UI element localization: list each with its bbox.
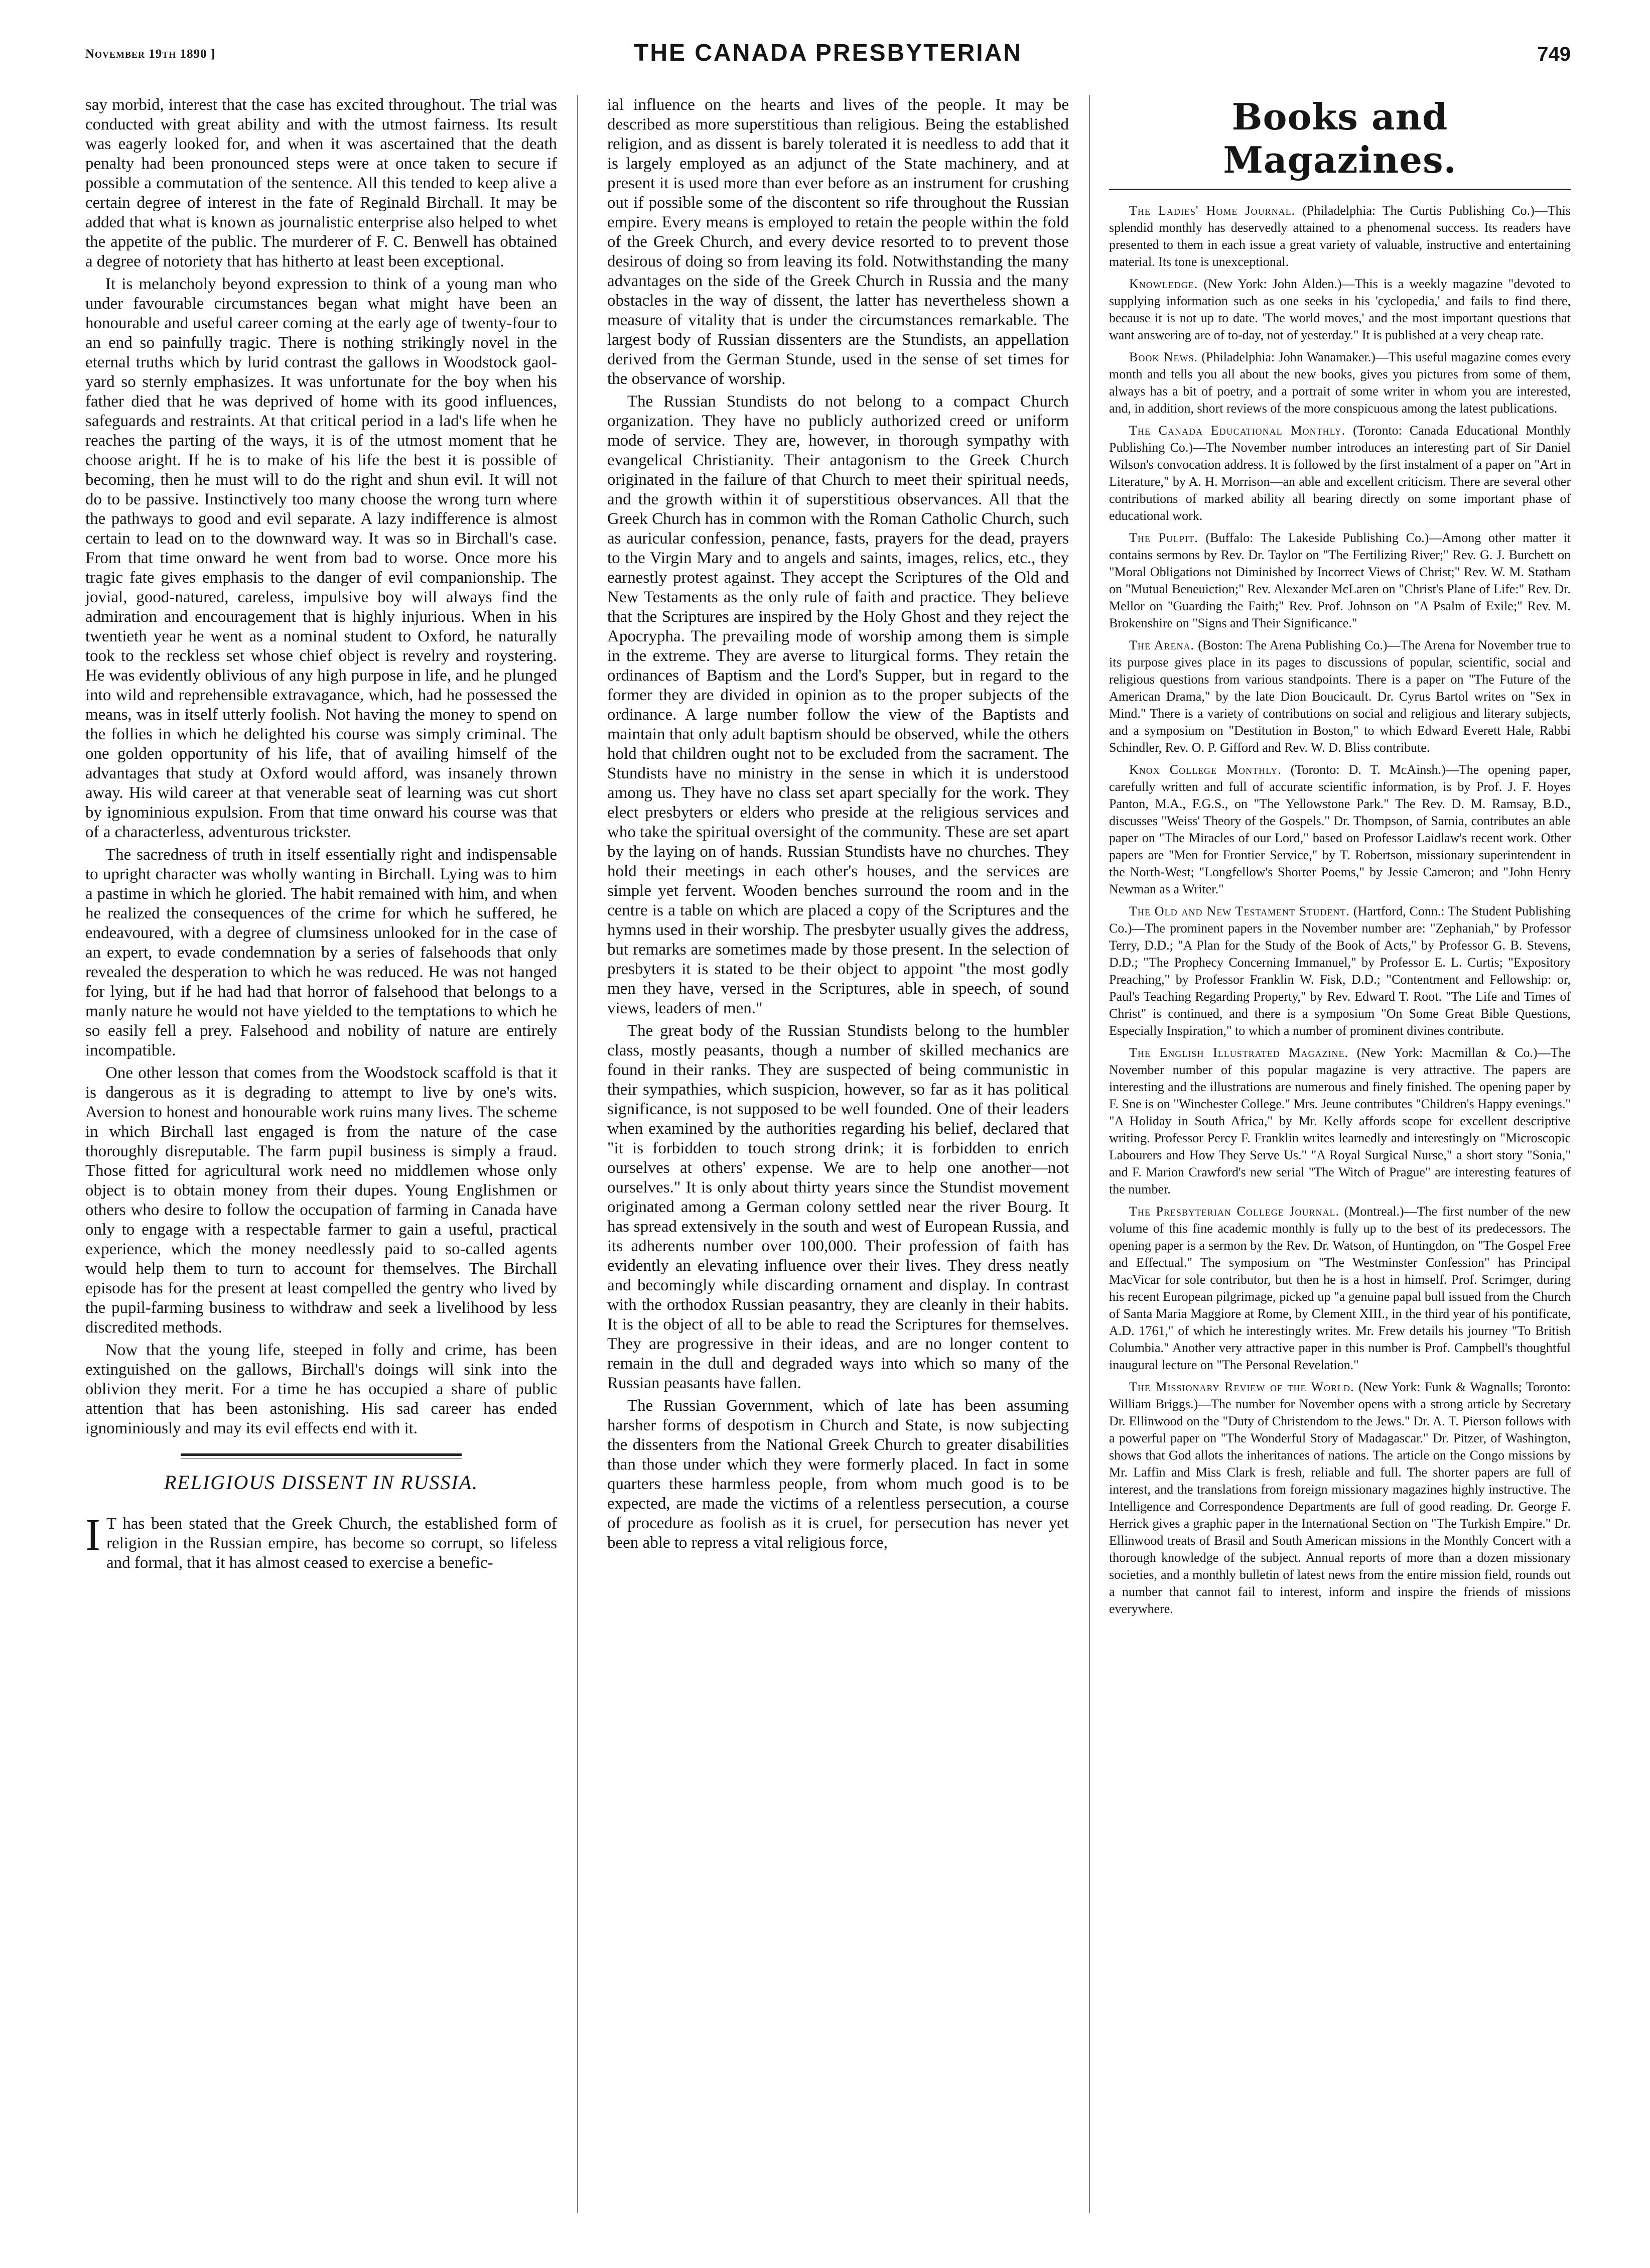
publication-title: THE CANADA PRESBYTERIAN (634, 40, 1022, 66)
section-title: Books and Magazines. (1223, 95, 1457, 181)
review-text: (Toronto: D. T. McAinsh.)—The opening paper, carefully written and full of accurate scientific information, is by Prof. J. F. Hoyes Panton, M.A., F.G.S., on "The Yellowstone Park." The Rev. D. M. Ramsay, B.D., discusses "Weiss' Theory of the Gospels." Dr. Thompson, of Sarnia, contributes an able paper on "The Miracles of our Lord," based on Professor Laidlaw's recent work. Other papers are "Men for Frontier Service," by T. Robertson, missionary superintendent in the North-West; "Longfellow's Shorter Poems," by Jessie Cameron; and "John Henry Newman as a Writer." (1109, 762, 1571, 896)
paragraph: The sacredness of truth in itself essentially right and indispensable to upright character was wholly wanting in Birchall. Lying was to him a pastime in which he gloried. The habit remained with him, and when he realized the consequences of the crime for which he suffered, he endeavoured, with a degree of clumsiness unlooked for in the case of an expert, to evade condemnation by a series of falsehoods that only revealed the desperation to which he was reduced. He was not hanged for lying, but if he had had that horror of falsehood that belongs to a manly nature he would not have yielded to the temptations to which he so easily fell a prey. Falsehood and nobility of nature are entirely incompatible. (85, 846, 557, 1059)
review-entry (1109, 761, 1571, 898)
article-opening-text: T has been stated that the Greek Church, the established form of religion in the Russian empire, has become so corrupt, so lifeless and formal, that it has almost ceased to exercise a benefic- (106, 1515, 557, 1572)
magazine-name: The Presbyterian College Journal. (1129, 1204, 1339, 1219)
issue-date: November 19th 1890 ] (85, 47, 216, 61)
magazine-name: The English Illustrated Magazine. (1129, 1045, 1349, 1060)
paragraph: One other lesson that comes from the Woodstock scaffold is that it is dangerous as it is degrading to attempt to live by one's wits. Aversion to honest and honourable work ruins many lives. The scheme in which Birchall last engaged is from the nature of the case thoroughly disreputable. The farm pupil business is simply a fraud. Those fitted for agricultural work need no middlemen whose only object is to obtain money from their dupes. Young Englishmen or others who desire to follow the occupation of farming in Canada have only to engage with a respectable farmer to gain a useful, practical experience, which the money needlessly paid to so-called agents would help them to turn to account for themselves. The Birchall episode has for the present at least compelled the gentry who lived by the pupil-farming business to withdraw and seek a livelihood by less discredited methods. (85, 1064, 557, 1337)
review-text: (Philadelphia: John Wanamaker.)—This useful magazine comes every month and tells you all about the new books, gives you pictures from some of them, always has a bit of poetry, and a portrait of some writer in whom you are interested, and, in addition, short reviews of the more conspicuous among the latest publications. (1109, 350, 1571, 416)
review-entry (1109, 1379, 1571, 1618)
column-divider-2 (1089, 95, 1090, 2213)
magazine-name: The Old and New Testament Student. (1129, 904, 1350, 918)
paragraph: The Russian Stundists do not belong to a compact Church organization. They have no publicly authorized creed or uniform mode of service. They are, however, in thorough sympathy with evangelical Christianity. Their antagonism to the Greek Church originated in the failure of that Church to meet their spiritual needs, and the growth within it of superstitious observances. All that the Greek Church has in common with the Roman Catholic Church, such as auricular confession, penance, fasts, prayers for the dead, prayers to the Virgin Mary and to angels and saints, images, relics, etc., they earnestly protest against. They accept the Scriptures of the Old and New Testaments as the only rule of faith and practice. They believe that the Scriptures are inspired by the Holy Ghost and they reject the Apocrypha. The prevailing mode of worship among them is simple in the extreme. They are averse to liturgical forms. They retain the ordinances of Baptism and the Lord's Supper, but in regard to the former they are divided in opinion as to the proper subjects of the ordinance. A large number follow the view of the Baptists and maintain that only adult baptism should be observed, while the others hold that children ought not to be excluded from the sacrament. The Stundists have no ministry in the sense in which it is understood among us. They have no class set apart specially for the work. They elect presbyters or elders who preside at the religious services and who take the spiritual oversight of the community. These are set apart by the laying on of hands. Russian Stundists have no churches. They hold their meetings in each other's houses, and the services are simple yet fervent. Wooden benches surround the room and in the centre is a table on which are placed a copy of the Scriptures and the hymns used in their worship. The presbyter usually gives the address, but remarks are sometimes made by those present. In the selection of presbyters it is stated to be their object to appoint "the most godly men they have, versed in the Scriptures, able in speech, of sound views, leaders of men." (607, 392, 1069, 1017)
magazine-name: The Pulpit. (1129, 530, 1198, 545)
magazine-name: Knox College Monthly. (1129, 762, 1282, 777)
paragraph: The great body of the Russian Stundists belong to the humbler class, mostly peasants, though a number of skilled mechanics are found in their ranks. They are suspected of being communistic in their sympathies, which suspicion, however, so far as it has political significance, is not supposed to be well founded. One of their leaders when examined by the authorities regarding his belief, declared that "it is forbidden to touch strong drink; it is forbidden to enrich ourselves at others' expense. We are to help one another—not ourselves." It is only about thirty years since the Stundist movement originated among a German colony settled near the river Bourg. It has spread extensively in the south and west of European Russia, and its adherents number over 100,000. Their profession of faith has evidently an elevating influence over their lives. They dress neatly and becomingly while discarding ornament and display. In contrast with the orthodox Russian peasantry, they are cleanly in their habits. It is the object of all to be able to read the Scriptures for themselves. They are progressive in their ideas, and are no longer content to remain in the dull and degraded ways into which so many of the Russian peasants have fallen. (607, 1022, 1069, 1392)
column-3 (1109, 95, 1571, 2233)
review-entry (1109, 422, 1571, 524)
drop-cap: I (85, 1510, 100, 1560)
review-entry (1109, 349, 1571, 417)
review-text: (New York: Macmillan & Co.)—The November number of this popular magazine is very attractive. The papers are interesting and the illustrations are numerous and finely finished. The opening paper by F. Sne is on "Winchester College." Mrs. Jeune contributes "Children's Happy evenings." "A Holiday in South Africa," by Mr. Kelly affords scope for excellent descriptive writing. Professor Percy F. Franklin writes learnedly and interestingly on "Microscopic Labourers and How They Serve Us." "A Royal Surgical Nurse," a short story "Sonia," and F. Marion Crawford's new serial "The Witch of Prague" are interesting features of the number. (1109, 1045, 1571, 1196)
paragraph: Now that the young life, steeped in folly and crime, has been extinguished on the gallows, Birchall's doings will sink into the oblivion they merit. For a time he has occupied a share of public attention that has been astonishing. His sad career has ended ignominiously and may its evil effects end with it. (85, 1341, 557, 1437)
review-entry (1109, 903, 1571, 1039)
page-header (85, 39, 1571, 74)
magazine-name: The Canada Educational Monthly. (1129, 423, 1346, 438)
paragraph: say morbid, interest that the case has excited throughout. The trial was conducted with great ability and with the utmost fairness. Its result was eagerly looked for, and when it was ascertained that the death penalty had been pronounced steps were at once taken to secure if possible a commutation of the sentence. All this tended to keep alive a certain degree of interest in the fate of Reginald Birchall. It may be added that what is known as journalistic enterprise also helped to whet the appetite of the public. The murderer of F. C. Benwell has obtained a degree of notoriety that has hitherto at least been exceptional. (85, 96, 557, 271)
review-entry (1109, 1203, 1571, 1374)
review-text: (Buffalo: The Lakeside Publishing Co.)—Among other matter it contains sermons by Rev. Dr. Taylor on "The Fertilizing River;" Rev. G. J. Burchett on "Moral Obligations not Diminished by Incorrect Views of Christ;" Rev. W. M. Statham on "Mutual Beneuiction;" Rev. Alexander McLaren on "Christ's Plane of Life:" Rev. Dr. Mellor on "Guarding the Faith;" Rev. Prof. Johnson on "A Psalm of Exile;" Rev. M. Brokenshire on "Signs and Their Significance." (1109, 530, 1571, 630)
review-entry (1109, 637, 1571, 756)
magazine-name: The Arena. (1129, 638, 1194, 652)
review-text: (Montreal.)—The first number of the new volume of this fine academic monthly is fully up to the best of its predecessors. The opening paper is a sermon by the Rev. Dr. Watson, of Huntingdon, on "The Gospel Free and Effectual." The symposium on "The Westminster Confession" has Principal MacVicar for sole contributor, but then he is a host in himself. Prof. Scrimger, during his recent European pilgrimage, picked up "a genuine papal bull issued from the Church of Santa Maria Maggiore at Rome, by Clement XIII., in the third year of his pontificate, A.D. 1761," of which he interestingly writes. Mr. Frew details his journey "To British Columbia." Another very attractive paper in this number is Prof. Campbell's thoughtful inaugural lecture on "The Personal Revelation." (1109, 1204, 1571, 1372)
magazine-name: Knowledge. (1129, 277, 1198, 291)
paragraph: It is melancholy beyond expression to think of a young man who under favourable circumstances began what might have been an honourable and useful career coming at the early age of twenty-four to an end so painfully tragic. There is nothing strikingly novel in the eternal truths which by lurid contrast the gallows in Woodstock gaol-yard so sternly emphasizes. It was unfortunate for the boy when his father died that he was deprived of home with its good influences, safeguards and restraints. At that critical period in a lad's life when he reaches the parting of the ways, it is of the utmost moment that he choose aright. If he is to make of his life the best it is possible of becoming, then he must will to do the right and shun evil. It will not do to be passive. Instinctively too many choose the wrong turn where the pathways to good and evil separate. A lazy indifference is almost certain to lead on to the downward way. It was so in Birchall's case. From that time onward he went from bad to worse. Once more his tragic fate gives emphasis to the danger of evil companionship. The jovial, good-natured, careless, impulsive boy will always find the admiration and encouragement that is highly injurious. When in his twentieth year he went as a nominal student to Oxford, he naturally took to the reckless set whose chief object is revelry and roystering. He was evidently oblivious of any high purpose in life, and he plunged into wild and reprehensible extravagance, which, had he possessed the means, was in itself utterly foolish. Not having the money to spend on the follies in which he delighted his course was simply criminal. The one golden opportunity of his life, that of availing himself of the advantages that study at Oxford would afford, was insanely thrown away. His wild career at that venerable seat of learning was cut short by ignominious expulsion. From that time onward his course was that of a characterless, adventurous trickster. (85, 275, 557, 841)
column-2 (607, 95, 1069, 2233)
column-divider-1 (577, 95, 578, 2213)
paragraph: ial influence on the hearts and lives of the people. It may be described as more superstitious than religious. Being the established religion, and as dissent is barely tolerated it is needless to add that it is largely employed as an adjunct of the State machinery, and at present it is used more than ever before as an instrument for crushing out if possible some of the discontent so rife throughout the Russian empire. Every means is employed to retain the people within the fold of the Greek Church, and every device resorted to to prevent those desirous of doing so from leaving its fold. Notwithstanding the many advantages on the side of the Greek Church in Russia and the many obstacles in the way of dissent, the latter has nevertheless shown a measure of vitality that is under the circumstances remarkable. The largest body of Russian dissenters are the Stundists, an appellation derived from the German Stunde, used in the sense of set times for the observance of worship. (607, 96, 1069, 388)
review-text: (Toronto: Canada Educational Monthly Publishing Co.)—The November number introduces an interesting part of Sir Daniel Wilson's convocation address. It is followed by the first instalment of a paper on "Art in Literature," by A. H. Morrison—an able and excellent criticism. There are several other contributions of marked ability all bearing directly on some important phase of educational work. (1109, 423, 1571, 523)
magazine-name: The Ladies' Home Journal. (1129, 203, 1296, 218)
review-text: (Philadelphia: The Curtis Publishing Co.)—This splendid monthly has deservedly attained to a phenomenal success. Its readers have presented to them in each issue a great variety of valuable, instructive and entertaining material. Its tone is unexceptional. (1109, 203, 1571, 269)
review-text: (New York: Funk & Wagnalls; Toronto: William Briggs.)—The number for November opens with a strong article by Secretary Dr. Ellinwood on the "Duty of Christendom to the Jews." Dr. A. T. Pierson follows with a powerful paper on "The Wonderful Story of Madagascar." Dr. Pitzer, of Washington, shows that God allots the inheritances of nations. The article on the Congo missions by Mr. Laffin and Miss Clark is fresh, reliable and full. The shorter papers are full of interest, and the translations from foreign missionary magazines highly instructive. The Intelligence and Correspondence Departments are full of good reading. Dr. George F. Herrick gives a graphic paper in the International Section on "The Turkish Empire." Dr. Ellinwood treats of Brasil and South American missions in the Monthly Concert with a thorough knowledge of the subject. Annual reports of more than a dozen missionary societies, and a monthly bulletin of latest news from the entire mission field, rounds out a number that cannot fail to interest, inform and inspire the friends of missions everywhere. (1109, 1380, 1571, 1616)
magazine-name: The Missionary Review of the World. (1129, 1380, 1354, 1394)
review-entry (1109, 529, 1571, 632)
review-text: (Hartford, Conn.: The Student Publishing Co.)—The prominent papers in the November number are: "Zephaniah," by Professor Terry, D.D.; "A Plan for the Study of the Book of Acts," by Professor G. B. Stevens, D.D.; "The Prophecy Concerning Immanuel," by Professor E. L. Curtis; "Expository Preaching," by Professor Franklin W. Fisk, D.D.; "Contentment and Fellowship: or, Paul's Teaching Regarding Property," by Rev. Edward T. Root. "The Life and Times of Christ" is continued, and there is a symposium "On Some Great Bible Questions, Especially Inspiration," to which a number of prominent divines contribute. (1109, 904, 1571, 1038)
review-entry (1109, 202, 1571, 271)
article-title: RELIGIOUS DISSENT IN RUSSIA. (164, 1471, 479, 1494)
review-text: (New York: John Alden.)—This is a weekly magazine "devoted to supplying information such as one seeks in his 'cyclopedia,' and fails to find there, because it is not up to date. 'The world moves,' and the most important questions that want answering are of to-day, not of yesterday." It is published at a very cheap rate. (1109, 277, 1571, 342)
review-text: (Boston: The Arena Publishing Co.)—The Arena for November true to its purpose gives place in its pages to discussions of popular, scientific, social and religious questions from various standpoints. There is a paper on "The Future of the American Drama," by the late Dion Boucicault. Dr. Cyrus Bartol writes on "Sex in Mind." There is a variety of contributions on social and religious and literary subjects, and a symposium on "Destitution in Boston," to which Edward Everett Hale, Rabbi Schindler, Rev. O. P. Gifford and Rev. W. D. Bliss contribute. (1109, 638, 1571, 755)
section-rule (1109, 189, 1571, 190)
article-divider (181, 1453, 462, 1458)
page-number: 749 (1537, 43, 1571, 65)
column-1 (85, 95, 557, 2233)
paragraph: The Russian Government, which of late has been assuming harsher forms of despotism in Church and State, is now subjecting the dissenters from the National Greek Church to greater disabilities than those under which they were formerly placed. In fact in some quarters these harmless people, from whom much good is to be expected, are made the victims of a relentless persecution, a course of procedure as foolish as it is cruel, for persecution has never yet been able to repress a vital religious force, (607, 1397, 1069, 1552)
review-entry (1109, 276, 1571, 344)
magazine-name: Book News. (1129, 350, 1198, 364)
review-entry (1109, 1044, 1571, 1198)
article-opening-paragraph (85, 1510, 557, 1573)
